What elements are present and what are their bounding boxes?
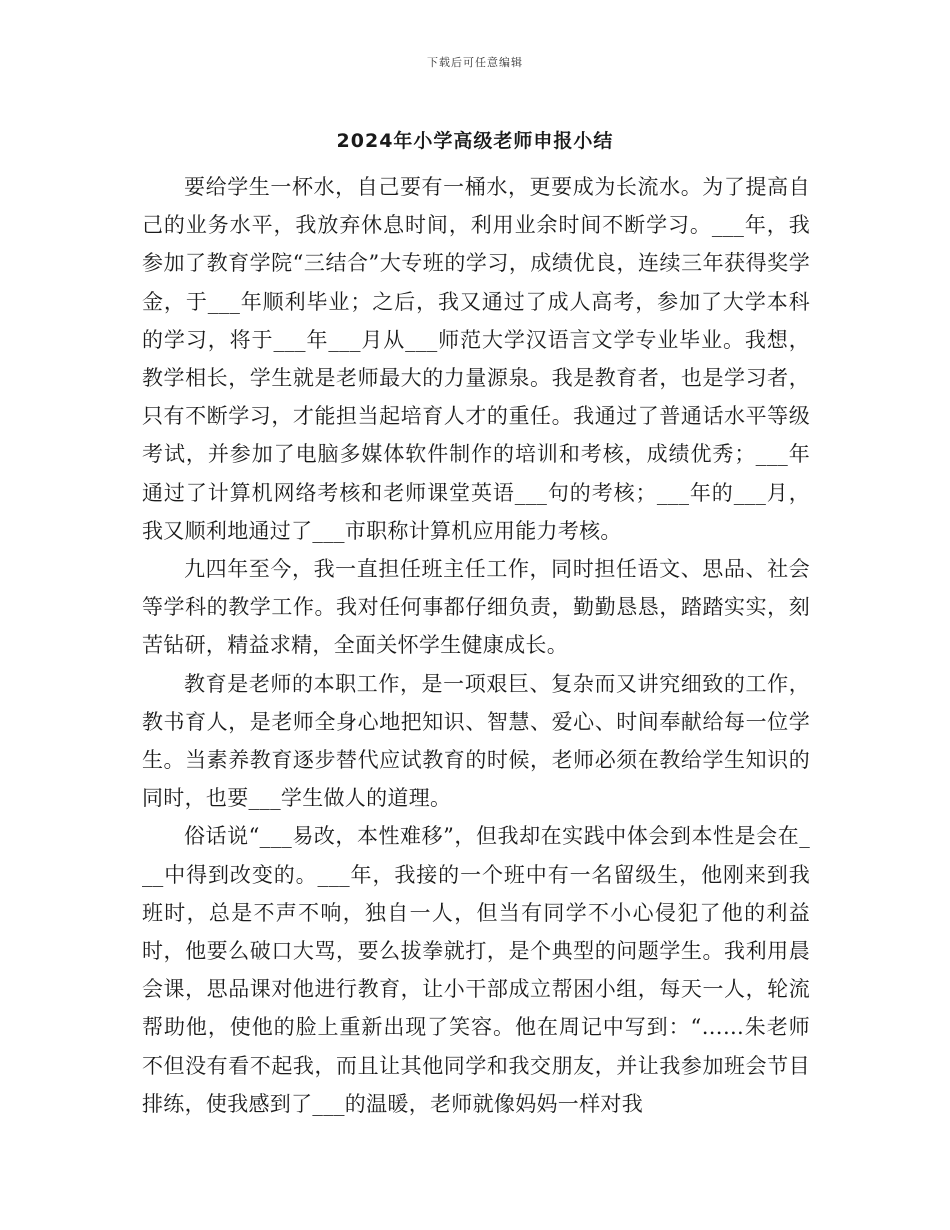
paragraph-study: 要给学生一杯水，自己要有一桶水，更要成为长流水。为了提高自己的业务水平，我放弃休息时间，利用业余时间不断学习。___年，我参加了教育学院“三结合”大专班的学习，成绩优良，连续三年获得奖学金，于___年顺利毕业；之后，我又通过了成人高考，参加了大学本科的学习，将于___年___月从___师范大学汉语言文学专业毕业。我想，教学相长，学生就是老师最大的力量源泉。我是教育者，也是学习者，只有不断学习，才能担当起培育人才的重任。我通过了普通话水平等级考试，并参加了电脑多媒体软件制作的培训和考核，成绩优秀；___年通过了计算机网络考核和老师课堂英语___句的考核；___年的___月，我又顺利地通过了___市职称计算机应用能力考核。 — [142, 175, 810, 543]
document-body — [142, 168, 810, 1123]
paragraph-education-duty: 教育是老师的本职工作，是一项艰巨、复杂而又讲究细致的工作，教书育人，是老师全身心地把知识、智慧、爱心、时间奉献给每一位学生。当素养教育逐步替代应试教育的时候，老师必须在教给学生知识的同时，也要___学生做人的道理。 — [142, 671, 810, 811]
header-note: 下载后可任意编辑 — [427, 56, 523, 69]
paragraph-student-story: 俗话说“___易改，本性难移”，但我却在实践中体会到本性是会在___中得到改变的。___年，我接的一个班中有一名留级生，他刚来到我班时，总是不声不响，独自一人，但当有同学不小心侵犯了他的利益时，他要么破口大骂，要么拔拳就打，是个典型的问题学生。我利用晨会课，思品课对他进行教育，让小干部成立帮困小组，每天一人，轮流帮助他，使他的脸上重新出现了笑容。他在周记中写到：“……朱老师不但没有看不起我，而且让其他同学和我交朋友，并让我参加班会节目排练，使我感到了___的温暖，老师就像妈妈一样对我 — [142, 824, 810, 1116]
paragraph-class-teacher: 九四年至今，我一直担任班主任工作，同时担任语文、思品、社会等学科的教学工作。我对任何事都仔细负责，勤勤恳恳，踏踏实实，刻苦钻研，精益求精，全面关怀学生健康成长。 — [142, 557, 810, 658]
document-title: 2024年小学高级老师申报小结 — [336, 130, 614, 152]
